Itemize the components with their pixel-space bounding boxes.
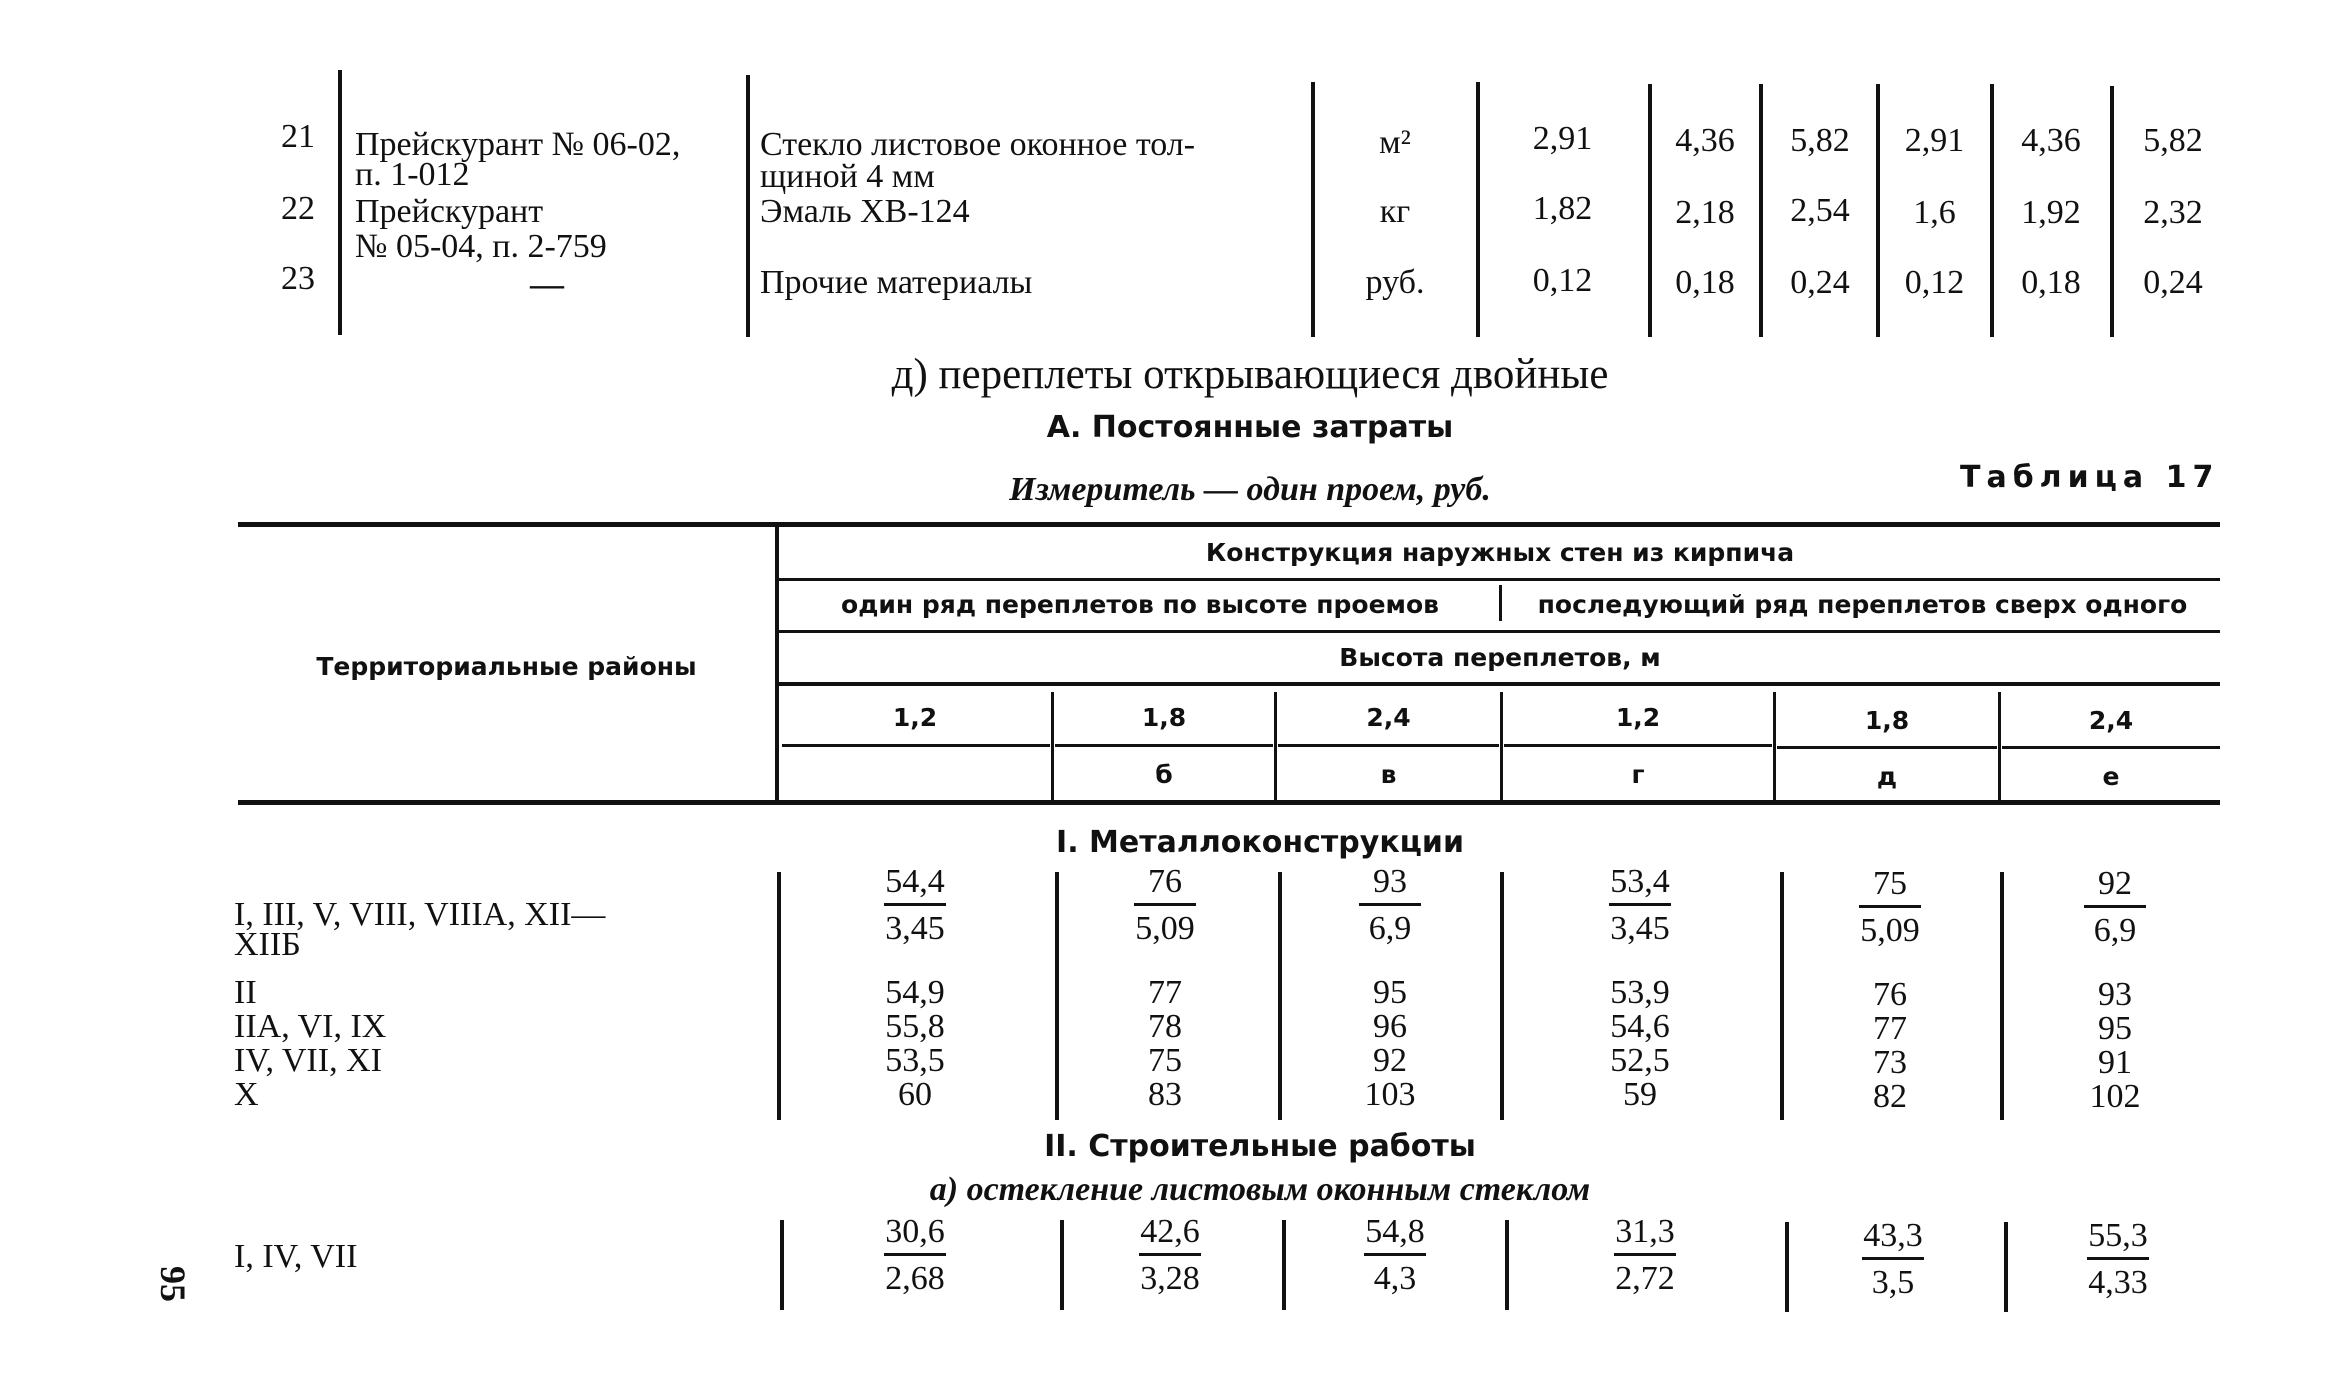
header-rule xyxy=(782,744,1050,747)
header-rule xyxy=(779,630,2220,633)
header-rule xyxy=(1278,744,1499,747)
top-table-rule xyxy=(338,70,342,335)
value-cell: 2,54 xyxy=(1790,192,1850,229)
top-table-rule xyxy=(1876,84,1880,337)
column-rule xyxy=(1051,692,1054,800)
value-cell: 78 xyxy=(1148,1008,1182,1045)
column-letter: в xyxy=(1380,760,1397,789)
item-name: Стекло листовое оконное тол- xyxy=(760,126,1196,163)
height-value: 1,2 xyxy=(1615,703,1661,732)
height-header: Высота переплетов, м xyxy=(1339,643,1661,672)
value-cell: 103 xyxy=(1364,1076,1416,1113)
value-cell: 75 xyxy=(1148,1042,1182,1079)
section-title: д) переплеты открывающиеся двойные xyxy=(891,351,1609,398)
value-cell: 77 xyxy=(1148,974,1182,1011)
body-rule xyxy=(2004,1222,2008,1312)
header-rule xyxy=(779,682,2220,686)
body-rule xyxy=(1282,1220,1286,1310)
body-rule xyxy=(2000,872,2004,1120)
value-cell: 82 xyxy=(1873,1078,1907,1115)
top-table-rule xyxy=(1759,84,1763,337)
stub-rule xyxy=(775,527,779,805)
body-rule xyxy=(1060,1220,1064,1310)
source-text: № 05-04, п. 2-759 xyxy=(355,228,607,265)
body-rule xyxy=(1278,872,1282,1120)
row-number: 22 xyxy=(281,190,315,227)
value-cell: 0,18 xyxy=(1675,264,1735,301)
row-label: I, IV, VII xyxy=(234,1238,358,1275)
value-cell: 95 xyxy=(1373,974,1407,1011)
fraction-cell: 42,6 3,28 xyxy=(1140,1213,1200,1297)
measure-caption: Измеритель — один проем, руб. xyxy=(1009,471,1491,508)
value-cell: 96 xyxy=(1373,1008,1407,1045)
value-cell: 4,36 xyxy=(2021,122,2081,159)
top-table-rule xyxy=(1311,82,1315,337)
body-rule xyxy=(777,872,781,1120)
fraction-cell: 31,3 2,72 xyxy=(1615,1213,1675,1297)
body-rule xyxy=(1780,872,1784,1120)
value-cell: 53,5 xyxy=(885,1042,945,1079)
value-cell: 77 xyxy=(1873,1010,1907,1047)
source-text: п. 1-012 xyxy=(355,156,470,193)
group-rule xyxy=(1499,585,1502,621)
value-cell: 0,12 xyxy=(1904,264,1965,301)
section-heading: II. Строительные работы xyxy=(1044,1129,1476,1164)
value-cell: 59 xyxy=(1623,1076,1657,1113)
unit: м² xyxy=(1379,124,1411,161)
value-cell: 2,91 xyxy=(1532,120,1593,157)
value-cell: 55,8 xyxy=(885,1008,945,1045)
column-letter: е xyxy=(2102,762,2120,791)
unit: руб. xyxy=(1365,264,1425,301)
header-rule xyxy=(2002,746,2220,749)
fraction-cell: 75 5,09 xyxy=(1860,865,1920,949)
fraction-cell: 55,3 4,33 xyxy=(2088,1217,2148,1301)
value-cell: 91 xyxy=(2098,1044,2132,1081)
top-table-rule xyxy=(1990,84,1994,337)
header-rule xyxy=(1504,744,1772,747)
page-number: 95 xyxy=(153,1266,193,1302)
value-cell: 0,24 xyxy=(2143,264,2203,301)
item-name: Прочие материалы xyxy=(760,264,1033,301)
value-cell: 0,18 xyxy=(2021,264,2081,301)
value-cell: 1,6 xyxy=(1913,194,1956,231)
height-value: 2,4 xyxy=(2088,706,2134,735)
top-table-rule xyxy=(1648,84,1652,337)
header-rule xyxy=(1777,746,1997,749)
value-cell: 0,12 xyxy=(1532,262,1593,299)
value-cell: 83 xyxy=(1148,1076,1182,1113)
column-letter: г xyxy=(1631,760,1645,789)
subsection-title: А. Постоянные затраты xyxy=(1046,410,1454,445)
fraction-cell: 92 6,9 xyxy=(2060,866,2170,949)
header-rule xyxy=(779,578,2220,581)
fraction-cell: 54,8 4,3 xyxy=(1365,1213,1425,1297)
top-table-rule xyxy=(746,75,750,337)
item-name: щиной 4 мм xyxy=(760,158,935,195)
row-number: 21 xyxy=(281,118,315,155)
row-label: XIIБ xyxy=(234,926,301,963)
body-rule xyxy=(1505,1220,1509,1310)
value-cell: 76 xyxy=(1873,976,1907,1013)
value-cell: 92 xyxy=(1373,1042,1407,1079)
header-top: Конструкция наружных стен из кирпича xyxy=(1205,538,1795,567)
fraction-cell: 30,6 2,68 xyxy=(885,1213,945,1297)
value-cell: 4,36 xyxy=(1675,122,1735,159)
value-cell: 5,82 xyxy=(2143,122,2203,159)
row-label: IIA, VI, IX xyxy=(234,1008,387,1045)
source-text: Прейскурант № 06-02, xyxy=(355,126,681,163)
value-cell: 2,18 xyxy=(1675,194,1735,231)
body-rule xyxy=(1500,872,1504,1120)
fraction-cell: 43,3 3,5 xyxy=(1863,1217,1923,1301)
value-cell: 1,92 xyxy=(2021,194,2081,231)
value-cell: 95 xyxy=(2098,1010,2132,1047)
height-value: 1,2 xyxy=(892,703,938,732)
row-label: X xyxy=(234,1076,259,1113)
value-cell: 5,82 xyxy=(1790,122,1850,159)
table-label: Таблица 17 xyxy=(1960,460,2220,495)
column-rule xyxy=(1773,692,1776,800)
row-number: 23 xyxy=(281,260,315,297)
column-letter: д xyxy=(1876,762,1898,791)
group-b-header: последующий ряд переплетов сверх одного xyxy=(1537,590,2188,619)
item-name: Эмаль ХВ-124 xyxy=(760,193,970,230)
value-cell: 0,24 xyxy=(1790,264,1850,301)
fraction-cell: 54,4 3,45 xyxy=(885,863,945,947)
height-value: 2,4 xyxy=(1366,703,1411,732)
value-cell: 2,91 xyxy=(1904,122,1965,159)
group-a-header: один ряд переплетов по высоте проемов xyxy=(841,590,1439,619)
value-cell: 53,9 xyxy=(1610,974,1670,1011)
section-heading: I. Металлоконструкции xyxy=(1056,825,1464,860)
header-bottom-rule xyxy=(238,800,2220,805)
row-label: II xyxy=(234,974,257,1011)
value-cell: 54,9 xyxy=(885,974,945,1011)
value-cell: 60 xyxy=(898,1076,932,1113)
fraction-cell: 53,4 3,45 xyxy=(1610,863,1670,947)
value-cell: 73 xyxy=(1873,1044,1907,1081)
table-top-rule xyxy=(238,522,2220,527)
body-rule xyxy=(1785,1222,1789,1312)
value-cell: 93 xyxy=(2098,976,2132,1013)
value-cell: 1,82 xyxy=(1532,190,1593,227)
value-cell: 52,5 xyxy=(1610,1042,1670,1079)
body-rule xyxy=(1055,872,1059,1120)
value-cell: 54,6 xyxy=(1610,1008,1670,1045)
fraction-cell: 76 5,09 xyxy=(1135,863,1195,947)
height-value: 1,8 xyxy=(1864,706,1910,735)
header-rule xyxy=(1055,744,1273,747)
source-text: Прейскурант xyxy=(355,193,544,230)
column-rule xyxy=(1998,692,2001,800)
value-cell: 2,32 xyxy=(2143,194,2203,231)
stub-header: Территориальные районы xyxy=(316,652,697,681)
column-rule xyxy=(1274,692,1277,800)
top-table-rule xyxy=(2110,86,2114,337)
top-table-rule xyxy=(1476,82,1480,337)
dash: — xyxy=(530,266,564,303)
section-subheading: а) остекление листовым оконным стеклом xyxy=(929,1171,1591,1208)
value-cell: 102 xyxy=(2089,1078,2141,1115)
body-rule xyxy=(780,1220,784,1310)
column-letter: б xyxy=(1155,760,1173,789)
row-label: I, III, V, VIII, VIIIA, XII— xyxy=(234,896,606,933)
fraction-cell: 93 6,9 xyxy=(1335,864,1445,947)
column-rule xyxy=(1500,692,1503,800)
height-value: 1,8 xyxy=(1141,703,1187,732)
row-label: IV, VII, XI xyxy=(234,1042,382,1079)
unit: кг xyxy=(1379,193,1411,230)
